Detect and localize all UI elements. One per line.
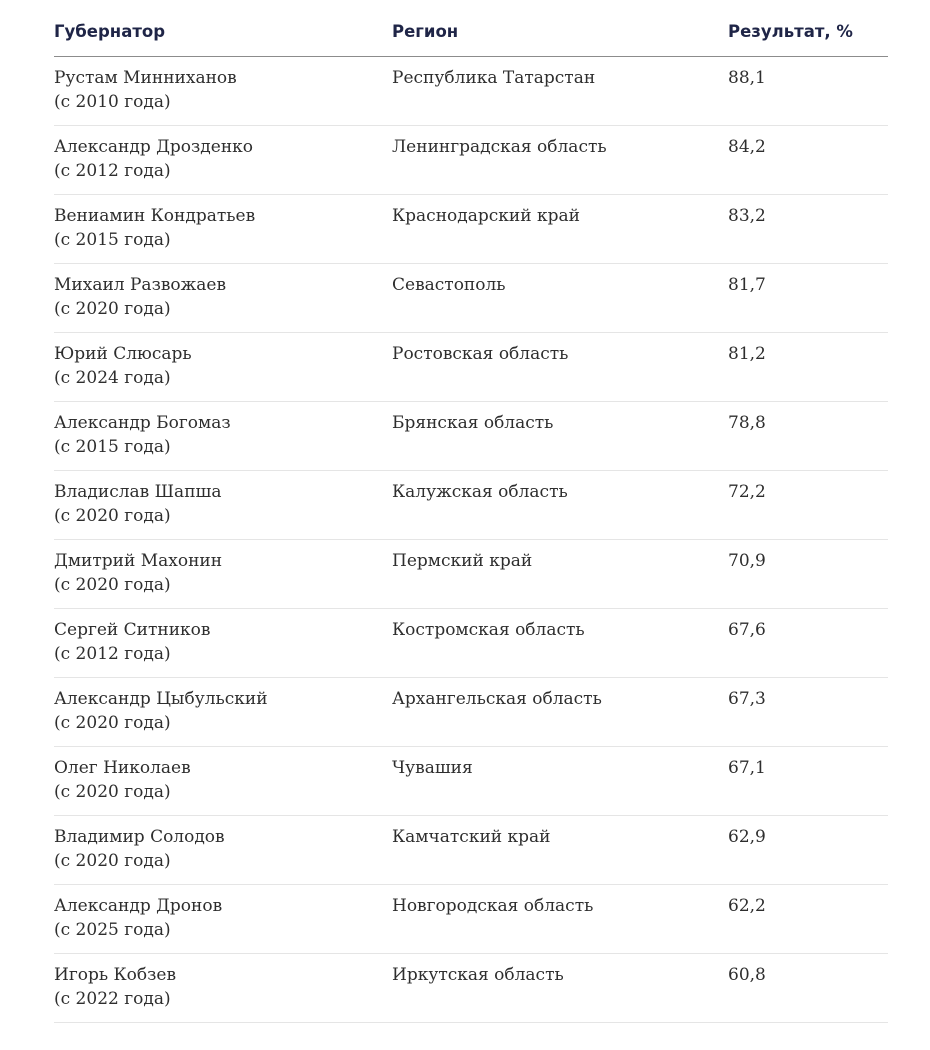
- region-cell: Краснодарский край: [392, 206, 580, 226]
- governor-name: Игорь Кобзев: [54, 965, 177, 985]
- table-row: [54, 195, 888, 264]
- governor-name: Вениамин Кондратьев: [54, 206, 256, 226]
- result-cell: 67,6: [728, 620, 766, 640]
- governor-since: (с 2015 года): [54, 230, 171, 250]
- governor-cell: [54, 57, 392, 125]
- result-cell: 62,9: [728, 827, 766, 847]
- table-row: [54, 264, 888, 333]
- region-cell: Севастополь: [392, 275, 506, 295]
- governor-since: (с 2020 года): [54, 713, 171, 733]
- result-cell: 67,3: [728, 689, 766, 709]
- table-row: [54, 333, 888, 402]
- governor-name: Александр Цыбульский: [54, 689, 268, 709]
- governor-since: (с 2015 года): [54, 437, 171, 457]
- table-row: [54, 747, 888, 816]
- governor-name: Рустам Минниханов: [54, 68, 237, 88]
- governor-name: Владислав Шапша: [54, 482, 222, 502]
- region-cell: Иркутская область: [392, 965, 564, 985]
- region-cell: Костромская область: [392, 620, 585, 640]
- governor-cell: [54, 954, 392, 1022]
- result-cell: 84,2: [728, 137, 766, 157]
- header-result: Результат, %: [728, 22, 853, 41]
- table-header: [54, 0, 888, 57]
- governor-cell: [54, 816, 392, 884]
- governor-since: (с 2025 года): [54, 920, 171, 940]
- table-row: [54, 126, 888, 195]
- table-row: [54, 471, 888, 540]
- table-row: [54, 885, 888, 954]
- region-cell: Республика Татарстан: [392, 68, 596, 88]
- governor-name: Сергей Ситников: [54, 620, 211, 640]
- table-row: [54, 540, 888, 609]
- region-cell: Пермский край: [392, 551, 533, 571]
- region-cell: Камчатский край: [392, 827, 551, 847]
- governor-since: (с 2020 года): [54, 575, 171, 595]
- region-cell: Ленинградская область: [392, 137, 607, 157]
- governor-since: (с 2020 года): [54, 299, 171, 319]
- governor-cell: [54, 195, 392, 263]
- governor-since: (с 2024 года): [54, 368, 171, 388]
- governor-since: (с 2022 года): [54, 989, 171, 1009]
- region-cell: Новгородская область: [392, 896, 594, 916]
- header-region: Регион: [392, 22, 459, 41]
- table-row: [54, 402, 888, 471]
- governor-since: (с 2012 года): [54, 644, 171, 664]
- governor-name: Александр Богомаз: [54, 413, 231, 433]
- region-cell: Ростовская область: [392, 344, 569, 364]
- result-cell: 88,1: [728, 68, 766, 88]
- governor-since: (с 2012 года): [54, 161, 171, 181]
- governor-cell: [54, 471, 392, 539]
- governor-cell: [54, 126, 392, 194]
- governor-cell: [54, 678, 392, 746]
- region-cell: Калужская область: [392, 482, 568, 502]
- result-cell: 81,7: [728, 275, 766, 295]
- result-cell: 67,1: [728, 758, 766, 778]
- governors-table: [54, 0, 888, 1023]
- governor-since: (с 2020 года): [54, 782, 171, 802]
- table-row: [54, 816, 888, 885]
- table-row: [54, 609, 888, 678]
- governor-since: (с 2020 года): [54, 851, 171, 871]
- governor-name: Владимир Солодов: [54, 827, 225, 847]
- table-row: [54, 678, 888, 747]
- governor-cell: [54, 402, 392, 470]
- governor-cell: [54, 540, 392, 608]
- result-cell: 60,8: [728, 965, 766, 985]
- governor-cell: [54, 747, 392, 815]
- result-cell: 83,2: [728, 206, 766, 226]
- table-row: [54, 954, 888, 1023]
- governor-cell: [54, 609, 392, 677]
- region-cell: Архангельская область: [392, 689, 602, 709]
- result-cell: 70,9: [728, 551, 766, 571]
- governor-name: Александр Дронов: [54, 896, 223, 916]
- result-cell: 62,2: [728, 896, 766, 916]
- governor-cell: [54, 264, 392, 332]
- governor-name: Дмитрий Махонин: [54, 551, 223, 571]
- governor-since: (с 2020 года): [54, 506, 171, 526]
- header-governor: Губернатор: [54, 22, 166, 41]
- governor-since: (с 2010 года): [54, 92, 171, 112]
- table-row: [54, 57, 888, 126]
- region-cell: Брянская область: [392, 413, 554, 433]
- governor-name: Александр Дрозденко: [54, 137, 254, 157]
- result-cell: 72,2: [728, 482, 766, 502]
- table-body: [54, 57, 888, 1023]
- governor-cell: [54, 885, 392, 953]
- governor-name: Юрий Слюсарь: [54, 344, 192, 364]
- result-cell: 81,2: [728, 344, 766, 364]
- governor-cell: [54, 333, 392, 401]
- result-cell: 78,8: [728, 413, 766, 433]
- governor-name: Михаил Развожаев: [54, 275, 227, 295]
- governor-name: Олег Николаев: [54, 758, 191, 778]
- region-cell: Чувашия: [392, 758, 473, 778]
